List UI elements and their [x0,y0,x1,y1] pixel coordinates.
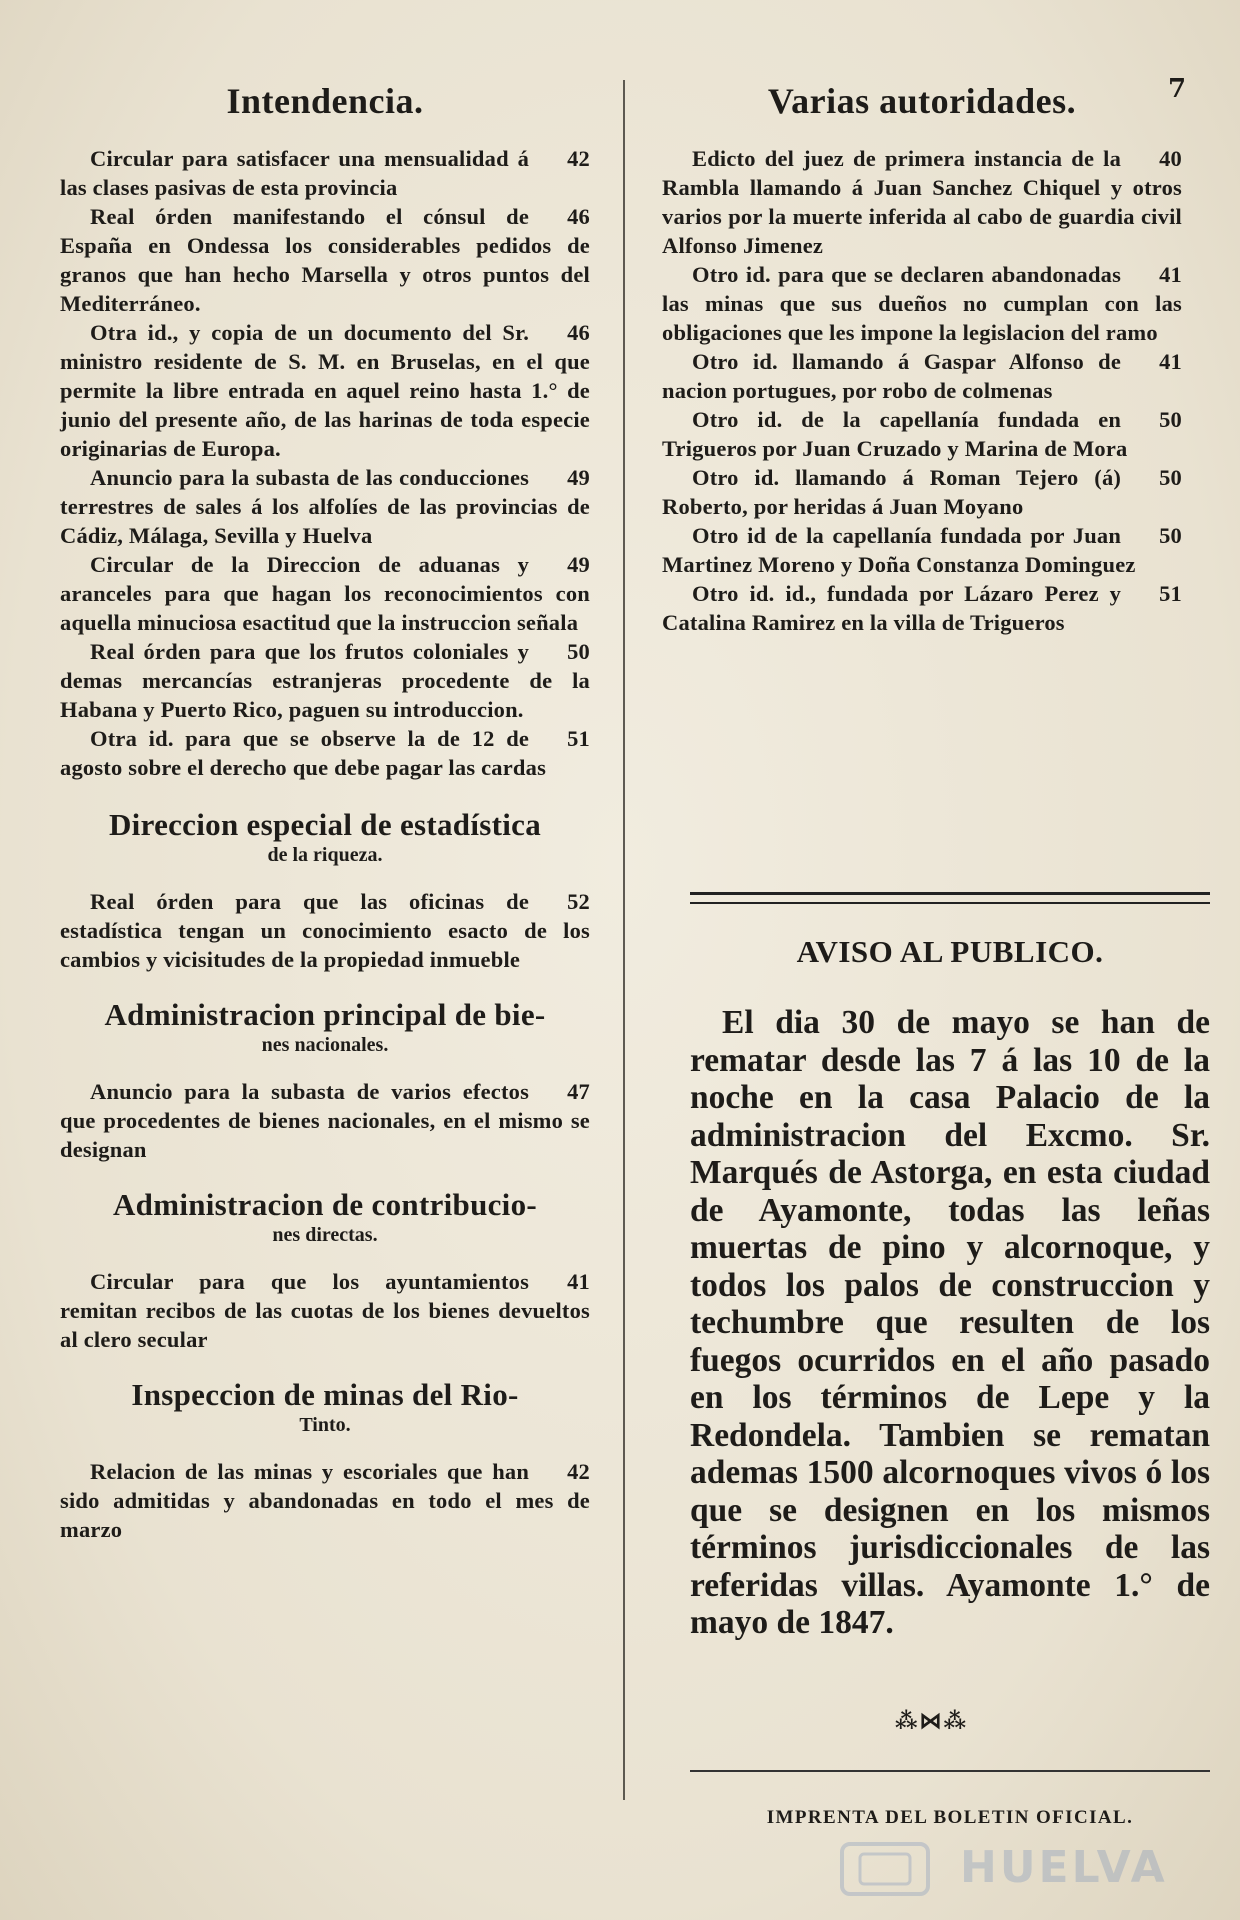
entry-page: 50 [1159,407,1182,432]
section-estadistica [60,808,590,974]
entry-text: Otro id. llamando á Gaspar Alfonso de nacion portugues, por robo de colmenas [662,349,1122,403]
entry-page: 52 [567,889,590,914]
printer-imprint: IMPRENTA DEL BOLETIN OFICIAL. [766,1807,1134,1828]
entry-page: 49 [567,552,590,577]
watermark-seal-icon [830,1838,940,1898]
index-entry [662,260,1182,347]
section-subtitle: de la riqueza. [267,844,383,866]
footer-rule [690,1770,1210,1772]
index-entry [60,1267,590,1354]
section-minas [60,1378,590,1544]
index-entry [662,144,1182,260]
left-column [60,70,590,1544]
index-entry [662,405,1182,463]
entry-text: Relacion de las minas y escoriales que han sido admitidas y abandonadas en todo el mes de marzo [60,1459,590,1542]
section-title: Administracion de contribucio- [112,1187,538,1222]
entry-text: Otra id., y copia de un documento del Sr. ministro residente de S. M. en Bruselas, en el que permite la libre entrada en aquel reino hasta 1.° de junio del presente año, de las harinas de toda especie originarias de Europa. [60,320,590,461]
section-title: Direccion especial de estadística [108,807,542,842]
column-divider [623,80,625,1800]
watermark-text: HUELVA [960,1842,1168,1893]
index-entry [60,550,590,637]
entry-text: Real órden manifestando el cónsul de España en Ondessa los considerables pedidos de granos que han hecho Marsella y otros puntos del Mediterráneo. [60,204,590,316]
right-column [662,70,1182,637]
entry-text: Otra id. para que se observe la de 12 de agosto sobre el derecho que debe pagar las cardas [60,726,547,780]
page-number: 7 [1168,74,1187,104]
index-entry [60,1457,590,1544]
entry-page: 50 [1159,523,1182,548]
notice-title: AVISO AL PUBLICO. [796,934,1104,969]
library-watermark [830,1838,1180,1898]
index-entry [662,579,1182,637]
entry-text: Circular de la Direccion de aduanas y aranceles para que hagan los reconocimientos con aquella minuciosa esactitud que la instruccion señala [60,552,590,635]
entry-page: 42 [567,146,590,171]
entry-page: 46 [567,320,590,345]
index-entry [60,1077,590,1164]
section-intendencia [60,80,590,782]
section-title: Varias autoridades. [767,81,1077,121]
entry-text: Edicto del juez de primera instancia de la Rambla llamando á Juan Sanchez Chiquel y otros varios por la muerte inferida al cabo de guardia civil Alfonso Jimenez [662,146,1182,258]
section-title: Intendencia. [226,81,424,121]
double-rule [690,892,1210,904]
entry-page: 47 [567,1079,590,1104]
entry-text: Anuncio para la subasta de varios efectos que procedentes de bienes nacionales, en el mismo se designan [60,1079,590,1162]
index-entry [60,724,590,782]
entry-page: 50 [567,639,590,664]
section-subtitle: Tinto. [299,1414,351,1436]
index-entry [60,887,590,974]
entry-page: 51 [1159,581,1182,606]
entry-page: 51 [567,726,590,751]
ornament-icon: ⁂⋈⁂ [895,1708,969,1734]
entry-text: Otro id. id., fundada por Lázaro Perez y Catalina Ramirez en la villa de Trigueros [662,581,1122,635]
entry-text: Anuncio para la subasta de las conducciones terrestres de sales á los alfolíes de las provincias de Cádiz, Málaga, Sevilla y Huelva [60,465,590,548]
section-contribuciones [60,1188,590,1354]
entry-text: Otro id. para que se declaren abandonadas las minas que sus dueños no cumplan con las obligaciones que les impone la legislacion del ramo [662,262,1182,345]
section-autoridades [662,80,1182,637]
index-entry [60,637,590,724]
section-subtitle: nes directas. [272,1224,378,1246]
entry-text: Real órden para que los frutos coloniales y demas mercancías estranjeras procedente de la Habana y Puerto Rico, paguen su introduccion. [60,639,590,722]
index-entry [60,202,590,318]
entry-page: 40 [1159,146,1182,171]
entry-text: Otro id de la capellanía fundada por Juan Martinez Moreno y Doña Constanza Dominguez [662,523,1136,577]
index-entry [662,347,1182,405]
index-entry [60,463,590,550]
section-title: Inspeccion de minas del Rio- [131,1377,519,1412]
entry-page: 41 [1159,262,1182,287]
entry-page: 42 [567,1459,590,1484]
entry-text: Circular para satisfacer una mensualidad á las clases pasivas de esta provincia [60,146,530,200]
entry-text: Real órden para que las oficinas de estadística tengan un conocimiento esacto de los cambios y vicisitudes de la propiedad inmueble [60,889,590,972]
entry-text: Otro id. de la capellanía fundada en Trigueros por Juan Cruzado y Marina de Mora [662,407,1128,461]
index-entry [60,318,590,463]
entry-page: 50 [1159,465,1182,490]
section-bienes [60,998,590,1164]
entry-page: 41 [567,1269,590,1294]
index-entry [662,521,1182,579]
entry-page: 41 [1159,349,1182,374]
section-subtitle: nes nacionales. [261,1034,389,1056]
notice-body: El dia 30 de mayo se han de rematar desde las 7 á las 10 de la noche en la casa Palacio de la administracion del Excmo. Sr. Marqués de Astorga, en esta ciudad de Ayamonte, todas las leñas muertas de pino y alcornoque, y todos los palos de construccion y techumbre que resulten de los fuegos ocurridos en el año pasado en los términos de Lepe y la Redondela. Tambien se rematan ademas 1500 alcornoques vivos ó los que se designen en los mismos términos jurisdiccionales de las referidas villas. Ayamonte 1.° de mayo de 1847. [690,1004,1210,1641]
entry-page: 46 [567,204,590,229]
entry-text: Circular para que los ayuntamientos remitan recibos de las cuotas de los bienes devueltos al clero secular [60,1269,590,1352]
entry-text: Otro id. llamando á Roman Tejero (á) Roberto, por heridas á Juan Moyano [662,465,1122,519]
index-entry [60,144,590,202]
index-entry [662,463,1182,521]
section-title: Administracion principal de bie- [104,997,546,1032]
entry-page: 49 [567,465,590,490]
